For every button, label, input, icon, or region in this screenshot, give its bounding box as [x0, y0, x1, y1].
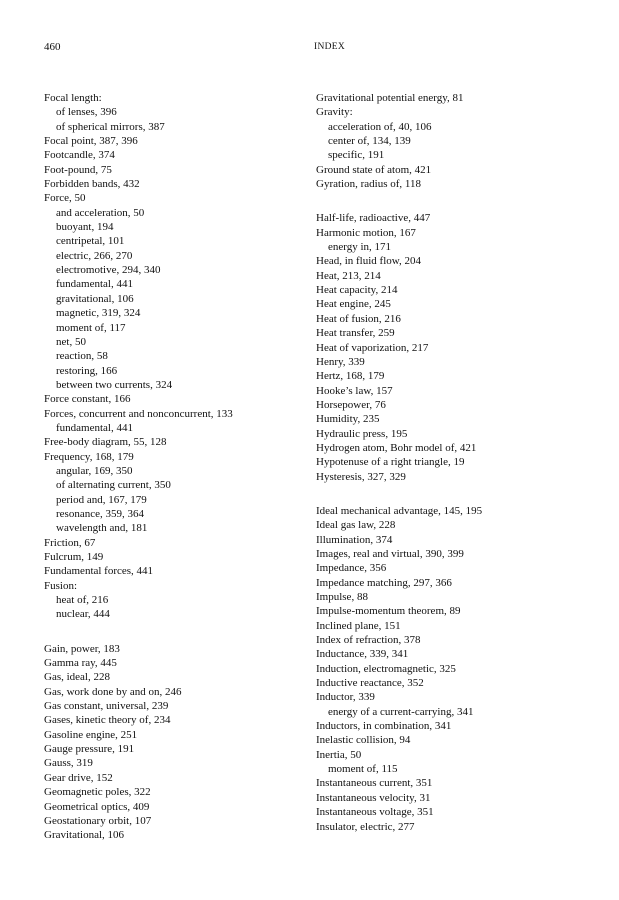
index-subentry: center of, 134, 139	[328, 135, 411, 148]
index-entry: Forces, concurrent and nonconcurrent, 133	[44, 407, 233, 420]
index-column-right	[316, 91, 584, 834]
index-entry: Impedance, 356	[316, 562, 387, 575]
index-entry: Instantaneous velocity, 31	[316, 791, 431, 804]
index-subentry: period and, 167, 179	[56, 493, 147, 506]
index-entry: Inclined plane, 151	[316, 619, 401, 632]
index-entry: Hertz, 168, 179	[316, 370, 385, 383]
index-entry: Gas, ideal, 228	[44, 671, 110, 684]
index-subentry: buoyant, 194	[56, 221, 114, 234]
index-entry: Gravitational potential energy, 81	[316, 92, 464, 104]
index-entry: Focal length:	[44, 92, 102, 104]
index-subentry: restoring, 166	[56, 364, 118, 377]
index-subentry: acceleration of, 40, 106	[328, 120, 432, 133]
index-entry: Hydrogen atom, Bohr model of, 421	[316, 441, 477, 454]
index-subentry: of alternating current, 350	[56, 479, 171, 492]
index-column-left	[44, 91, 312, 843]
section-gap	[316, 191, 584, 211]
index-entry: Geostationary orbit, 107	[44, 814, 152, 827]
index-entry: Gyration, radius of, 118	[316, 178, 421, 191]
index-subentry: of lenses, 396	[56, 106, 117, 119]
index-subentry: angular, 169, 350	[56, 464, 133, 477]
index-entry: Instantaneous voltage, 351	[316, 806, 434, 819]
index-entry: Impulse-momentum theorem, 89	[316, 605, 461, 618]
index-subentry: of spherical mirrors, 387	[56, 120, 165, 133]
index-subentry: and acceleration, 50	[56, 206, 145, 219]
index-entry: Gauge pressure, 191	[44, 743, 135, 756]
index-entry: Gravitational, 106	[44, 829, 125, 842]
index-entry: Head, in fluid flow, 204	[316, 255, 421, 268]
index-entry: Ideal gas law, 228	[316, 519, 396, 532]
index-entry: Foot-pound, 75	[44, 163, 112, 176]
index-entry: Induction, electromagnetic, 325	[316, 662, 456, 675]
index-entry: Inelastic collision, 94	[316, 734, 411, 747]
index-subentry: fundamental, 441	[56, 278, 133, 291]
index-entry: Impedance matching, 297, 366	[316, 576, 452, 589]
index-entry: Henry, 339	[316, 355, 365, 368]
index-subentry: net, 50	[56, 335, 86, 348]
index-entry: Inductor, 339	[316, 691, 375, 704]
index-entry: Hysteresis, 327, 329	[316, 470, 406, 483]
index-entry: Half-life, radioactive, 447	[316, 212, 431, 225]
index-entry: Gas constant, universal, 239	[44, 700, 169, 713]
index-entry: Fulcrum, 149	[44, 551, 104, 563]
index-entry: Instantaneous current, 351	[316, 777, 433, 790]
index-subentry: wavelength and, 181	[56, 522, 148, 535]
index-entry: Heat of vaporization, 217	[316, 341, 429, 354]
index-entry: Hooke’s law, 157	[316, 384, 393, 397]
index-entry: Ground state of atom, 421	[316, 163, 432, 176]
index-subentry: nuclear, 444	[56, 608, 110, 621]
index-entry: Free-body diagram, 55, 128	[44, 436, 167, 449]
index-entry: Heat engine, 245	[316, 298, 391, 311]
index-entry: Geometrical optics, 409	[44, 800, 150, 813]
index-entry: Images, real and virtual, 390, 399	[316, 547, 464, 560]
index-subentry: resonance, 359, 364	[56, 507, 144, 520]
index-entry: Index of refraction, 378	[316, 634, 421, 647]
index-entry: Horsepower, 76	[316, 398, 386, 411]
index-entry: Heat, 213, 214	[316, 269, 381, 282]
index-subentry: moment of, 117	[56, 321, 126, 334]
index-entry: Inductors, in combination, 341	[316, 720, 452, 733]
index-subentry: moment of, 115	[328, 763, 398, 776]
index-entry: Force constant, 166	[44, 393, 131, 406]
index-entry: Insulator, electric, 277	[316, 820, 415, 833]
index-entry: Fusion:	[44, 579, 78, 592]
running-head: INDEX	[314, 42, 346, 52]
index-entry: Inertia, 50	[316, 748, 362, 761]
section-gap	[316, 484, 584, 504]
index-subentry: specific, 191	[328, 149, 385, 162]
index-subentry: centripetal, 101	[56, 235, 125, 248]
index-entry: Gases, kinetic theory of, 234	[44, 714, 171, 727]
index-entry: Gauss, 319	[44, 757, 93, 770]
index-entry: Gravity:	[316, 106, 353, 119]
index-entry: Gamma ray, 445	[44, 657, 117, 670]
index-entry: Geomagnetic poles, 322	[44, 786, 151, 799]
section-gap	[44, 622, 312, 642]
index-entry: Heat capacity, 214	[316, 284, 398, 297]
index-entry: Gear drive, 152	[44, 771, 113, 784]
index-entry: Hydraulic press, 195	[316, 427, 408, 440]
index-entry: Frequency, 168, 179	[44, 450, 134, 463]
index-entry: Footcandle, 374	[44, 149, 115, 162]
index-entry: Inductance, 339, 341	[316, 648, 409, 661]
index-subentry: energy in, 171	[328, 241, 392, 254]
index-entry: Illumination, 374	[316, 533, 393, 546]
index-subentry: electric, 266, 270	[56, 249, 133, 262]
index-subentry: electromotive, 294, 340	[56, 264, 161, 277]
index-entry: Heat transfer, 259	[316, 327, 395, 340]
index-entry: Heat of fusion, 216	[316, 312, 401, 325]
index-entry: Focal point, 387, 396	[44, 135, 138, 148]
index-subentry: heat of, 216	[56, 594, 109, 607]
index-subentry: fundamental, 441	[56, 421, 133, 434]
index-entry: Ideal mechanical advantage, 145, 195	[316, 504, 483, 517]
index-entry: Forbidden bands, 432	[44, 178, 140, 191]
page-number: 460	[44, 41, 61, 53]
index-entry: Hypotenuse of a right triangle, 19	[316, 456, 465, 469]
index-entry: Gas, work done by and on, 246	[44, 685, 182, 698]
index-entry: Friction, 67	[44, 536, 96, 549]
index-entry: Harmonic motion, 167	[316, 226, 416, 239]
index-subentry: between two currents, 324	[56, 378, 173, 391]
index-entry: Inductive reactance, 352	[316, 677, 424, 690]
index-entry: Fundamental forces, 441	[44, 565, 154, 578]
index-subentry: reaction, 58	[56, 350, 108, 363]
index-entry: Gain, power, 183	[44, 642, 120, 655]
index-entry: Humidity, 235	[316, 413, 380, 426]
index-entry: Impulse, 88	[316, 591, 368, 603]
index-subentry: magnetic, 319, 324	[56, 307, 141, 320]
index-entry: Force, 50	[44, 192, 86, 205]
index-entry: Gasoline engine, 251	[44, 728, 138, 741]
index-subentry: gravitational, 106	[56, 292, 134, 305]
index-subentry: energy of a current-carrying, 341	[328, 705, 474, 718]
